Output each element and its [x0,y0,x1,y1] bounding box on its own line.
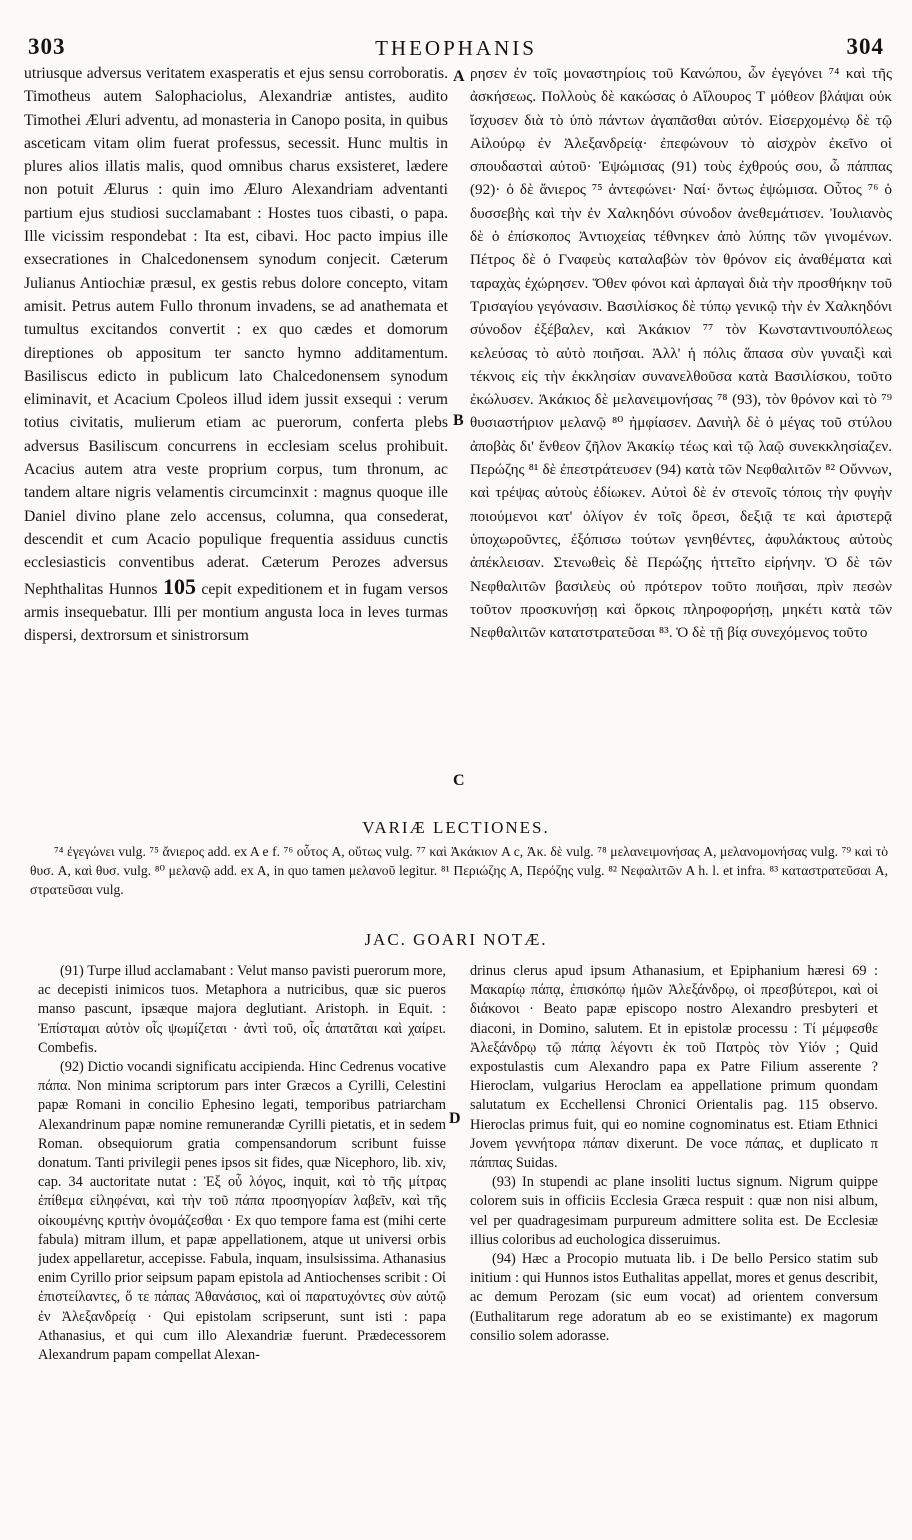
latin-text [24,62,448,647]
left-column-number: 303 [28,34,66,59]
running-title: THEOPHANIS [375,36,537,60]
greek-text: ρησεν ἐν τοῖς μοναστηρίοις τοῦ Κανώπου, ὧν ἐγεγόνει ⁷⁴ καὶ τῆς ἀσκήσεως. Πολλοὺς δὲ κακώσας ὁ Αἴλουρος Τ μόθεον βλάψαι οὐκ ἴσχυσεν διὰ τὸ ὑπὸ πάντων ἀγαπᾶσθαι αὐτόν. Εἰσερχομένῳ δὲ τῷ Αἰλούρῳ ἐν Ἀλεξανδρείᾳ· ἐπεφώνουν τὸ αἰσχρὸν ἐκεῖνο οἱ σπουδασταὶ αὐτοῦ· Ἐψώμισας (91) τοὺς ἐχθρούς σου, ὦ πάππας (92)· ὁ δὲ ἄνιερος ⁷⁵ ἀντεφώνει· Ναί· ὄντως ἐψώμισα. Οὗτος ⁷⁶ ὁ δυσσεβὴς καὶ τὴν ἐν Χαλκηδόνι σύνοδον ἀνεθεμάτισεν. Ἰουλιανὸς δὲ ὁ ἐπίσκοπος Ἀντιοχείας τέθνηκεν ἀπὸ λύπης τῶν γινομένων. Πέτρος δὲ ὁ Γναφεὺς καταλαβὼν τὸν θρόνον εἰς ἀναθέματα καὶ ταραχὰς ἐχώρησεν. Ὅθεν φόνοι καὶ ἁρπαγαὶ διὰ τὴν προσθήκην τοῦ Τρισαγίου γεγόνασιν. Βασιλίσκος δὲ τύπῳ γενικῷ τὴν ἐν Χαλκηδόνι σύνοδον ἐξέβαλεν, καὶ Ἀκάκιον ⁷⁷ τὸν Κωνσταντινουπόλεως κελεύσας τὸ αὐτὸ ποιῆσαι. Ἀλλ' ἡ πόλις ἅπασα σὺν γυναιξὶ καὶ τέκνοις εἰς τὴν ἐκκλησίαν συνανελθοῦσα κατὰ Βασιλίσκου, τοῦτο ἐκώλυσεν. Ἀκάκιος δὲ μελανειμονήσας ⁷⁸ (93), τὸν θρόνον καὶ τὸ ⁷⁹ θυσιαστήριον μελανῷ ⁸⁰ ἠμφίασεν. Δανιὴλ δὲ ὁ μέγας τοῦ στύλου ἀποβὰς δι' ἔνθεον ζῆλον Ἀκακίῳ τέως καὶ τῷ λαῷ συνεκκλησίαζεν. Περώζης ⁸¹ δὲ ἐπεστράτευσεν (94) κατὰ τῶν Νεφθαλιτῶν ⁸² Οὔννων, καὶ τρέψας αὐτοὺς ἐδίωκεν. Αὐτοὶ δὲ ἐν στενοῖς τόποις τὴν φυγὴν ποιούμενοι κατ' ὀλίγον ἐν τοῖς ὄρεσι, δεξιᾷ τε καὶ ἀριστερᾷ ὑποχωροῦντες, ἐξόπισω τούτων γενηθέντες, ἀφυλάκτους αὐτοὺς ἀπέκλεισαν. Στενωθεὶς δὲ Περώζης ἡττεῖτο εἰρήνην. Ὁ δὲ τῶν Νεφθαλιτῶν βασιλεὺς οὐ πρότερον τοῦτο ποιῆσαι, πρὶν πεσὼν τοῦτον προσκυνήσῃ καὶ ὅρκοις πληροφορήσῃ, μηκέτι κατὰ τῶν Νεφθαλιτῶν κατατστρατεῦσαι ⁸³. Ὁ δὲ τῇ βίᾳ συνεχόμενος τοῦτο [470,65,892,642]
note-94: (94) Hæc a Procopio mutuata lib. i De bello Persico statim sub initium : qui Hunnos istos Euthalitas appellat, mores et genus describit, ac demum Perozam (sic eum vocat) ad orientem conversum (Euthalitarum rege adoratum ab eo se existimante) ex magorum consilio solem adorasse. [470,1251,878,1344]
section-marker-d: D [449,1110,461,1127]
note-92: (92) Dictio vocandi significatu accipienda. Hinc Cedrenus vocative πάπα. Non minima scriptorum pars inter Græcos a Cyrilli, Celestini papæ Romani in concilio Ephesino legati, temporibus patriarcham Alexandrinum papæ nomine remunerandæ Cyrilli pietatis, et in sedem Roman. obsequiorum gratia compensandorum scribunt fuisse donatum. Tanti privilegii penes ipsos sit fides, quæ Nicephoro, lib. xiv, cap. 34 auctoritate nutat : Ἐξ οὗ λόγος, inquit, καὶ τὸ τῆς μίτρας ἐπίθεμα εἰληφέναι, καὶ τὴν τοῦ πάπα προσηγορίαν λαβεῖν, καὶ τῆς οἰκουμένης κριτὴν ὀνομάζεσθαι · Ex quo tempore fama est (mihi certe fabula) mitram illum, et papæ appellationem, atque ut universi orbis judex appellaretur, accepisse. Fabula, inquam, insulsissima. Athanasius enim Cyrillo prior seipsum papam epistola ad Antiochenses scribit : Οἱ ἐπιστείλαντες, ὅ τε πάπας Ἀθανάσιος, καὶ οἱ παρατυχόντες σὺν αὐτῷ ἐν Ἀλεξανδρείᾳ · Qui epistolam scripserunt, sunt isti : papa Athanasius, et qui cum illo Alexandriæ fuerunt. Prædecessorem Alexandrum papam compellat Alexan- [38,1059,446,1364]
variae-lectiones [30,842,888,899]
variae-lectiones-text: ⁷⁴ ἐγεγώνει vulg. ⁷⁵ ἄνιερος add. ex A e f. ⁷⁶ οὗτος A, οὕτως vulg. ⁷⁷ καὶ Ἀκάκιον A c, Ἀκ. δὲ vulg. ⁷⁸ μελανειμονήσας A, μελανομονήσας vulg. ⁷⁹ καὶ τὸ θυσ. A, καὶ θυσ. vulg. ⁸⁰ μελανῷ add. ex A, in quo tamen μελανοῦ legitur. ⁸¹ Περιώζης A, Περόζης vulg. ⁸² Νεφαλιτῶν A h. l. et infra. ⁸³ καταστρατεῦσαι A, στρατεῦσαι vulg. [30,844,888,897]
variae-lectiones-heading: VARIÆ LECTIONES. [362,818,550,837]
note-92-continued: drinus clerus apud ipsum Athanasium, et Epiphanium hæresi 69 : Μακαρίῳ πάπᾳ, ἐπισκόπῳ ἡμῶν Ἀλεξάνδρῳ, οἱ πρεσβύτεροι, καὶ οἱ διάκονοι · Beato papæ episcopo nostro Alexandro presbyteri et diaconi, in Domino, salutem. Et in epistolæ processu : Τί μέμφεσθε Ἀλεξάνδρῳ τῷ πάπᾳ λέγοντι ἐκ τοῦ Πατρὸς τὸν Υἱόν ; Quid expostulastis cum Alexandro papa ex Patre Filium asserente ? Hieroclam, vulgarius Heroclam ea appellatione primum quondam salutatum ex Ecchellensi Chronici Orientalis pag. 115 observo. Hieroclas primus fuit, qui eo nomine cognominatus est. Etiam Ethnici Jovem γεννήτορα πάπαν dixerunt. De voce πάπας, et duplicato π πάππας Suidas. [470,963,878,1172]
margin-number: 105 [162,573,196,599]
section-marker-b: B [453,412,464,429]
right-column-number: 304 [846,34,884,59]
note-91: (91) Turpe illud acclamabant : Velut manso pavisti puerorum more, ac decepisti inimicos tuos. Metaphora a nutricibus, quæ sic pueros manso pascunt, ipsæque majora deglutiant. Aristoph. in Equit. : Ἐπίσταμαι αὐτὸν οἷς ψωμίζεται · ἀντὶ τοῦ, οἷς ἀπατᾶται καὶ χαίρει. Combefis. [38,963,446,1056]
note-93: (93) In stupendi ac plane insoliti luctus signum. Nigrum quippe colorem suis in officiis Ecclesia Græca respuit : quæ non nisi album, vel per quadragesimam purpureum admittere solita est. De Ecclesiæ illius coloribus ad euchologica disseruimus. [470,1174,878,1248]
greek-column [470,62,892,808]
main-text-block [24,62,892,808]
notes-heading: JAC. GOARI NOTÆ. [364,930,548,949]
section-marker-a: A [453,68,465,85]
notes-right-column [470,962,878,1522]
section-marker-c: C [453,772,465,789]
running-head [20,34,892,60]
latin-column [24,62,448,808]
notes-left-column [38,962,446,1522]
latin-text-part-2: cepit expeditionem et in fugam versos armis insequebatur. Illi per montium angusta loca in leves turmas dispersi, dextrorsum et sinistrorsum [24,580,448,645]
latin-text-part-1: utriusque adversus veritatem exasperatis et ejus sensu corroboratis. Timotheus autem Salophaciolus, Alexandriæ antistes, audito Timothei Æluri adventu, ad monasteria in Canopo posita, in quibus asceticam vitam olim fuerat professus, secessit. Hunc multis in plures alios illatis malis, quod omnibus charus exsisteret, lædere non potuit Ælurus : quin imo Æluro Alexandriam adventanti partium ejus studiosi succlamabant : Hostes tuos cibasti, o papa. Ille vicissim respondebat : Ita est, cibavi. Hoc pacto impius ille exsecrationes in Chalcedonensem synodum conjecit. Cæterum Julianus Antiochiæ præsul, ex gestis rebus dolore concepto, vitam amisit. Petrus autem Fullo thronum invadens, se ad anathemata et tumultus excitandos convertit : ex quo cædes et domorum direptiones ob appositum ter sancto hymno additamentum. Basiliscus edicto in publicum lato Chalcedonensem synodum eliminavit, et Acacium Cpoleos illud idem jussit exsequi : verum totius civitatis, mulierum etiam ac puerorum, conferta plebs adversus Basiliscum concurrens in ecclesiam scelus prohibuit. Acacius autem atra veste proprium corpus, tum thronum, ac tandem altare nigris velamentis circumcinxit : magnus quoque ille Daniel divino plane zelo accensus, columna, qua consederat, descendit et cum Acacio populique frequentia assiduus cunctis ecclesiasticis conventibus aderat. Cæterum Perozes adversus Nephthalitas Hunnos [24,65,448,598]
